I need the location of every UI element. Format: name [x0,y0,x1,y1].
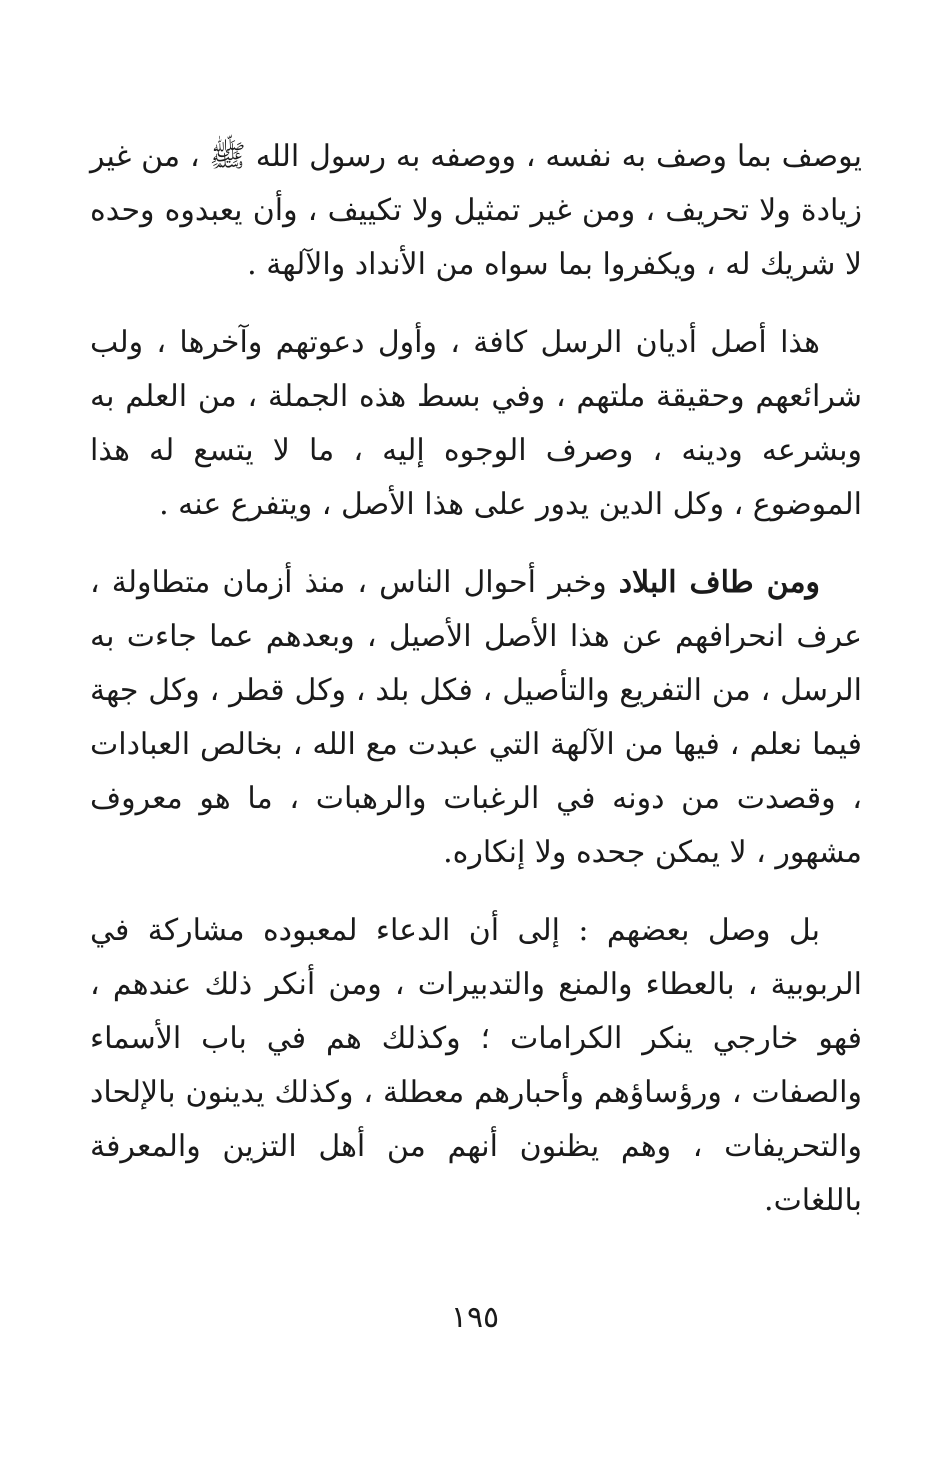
page-body [90,130,862,1252]
page-number: ١٩٥ [450,1300,500,1335]
paragraph-4 [90,904,862,1228]
paragraph-1-text: يوصف بما وصف به نفسه ، ووصفه به رسول الله ﷺ ، من غير زيادة ولا تحريف ، ومن غير تمثيل ولا تكييف ، وأن يعبدوه وحده لا شريك له ، ويكفروا بما سواه من الأنداد والآلهة . [90,139,862,282]
paragraph-2 [90,316,862,532]
paragraph-3-lead: ومن طاف البلاد [618,565,821,600]
paragraph-3 [90,556,862,880]
paragraph-3-text: وخبر أحوال الناس ، منذ أزمان متطاولة ، عرف انحرافهم عن هذا الأصل الأصيل ، وبعدهم عما جاءت به الرسل ، من التفريع والتأصيل ، فكل بلد ، وكل قطر ، وكل جهة فيما نعلم ، فيها من الآلهة التي عبدت مع الله ، بخالص العبادات ، وقصدت من دونه في الرغبات والرهبات ، ما هو معروف مشهور ، لا يمكن جحده ولا إنكاره. [90,565,862,870]
paragraph-1 [90,130,862,292]
paragraph-2-text: هذا أصل أديان الرسل كافة ، وأول دعوتهم وآخرها ، ولب شرائعهم وحقيقة ملتهم ، وفي بسط هذه الجملة ، من العلم به وبشرعه ودينه ، وصرف الوجوه إليه ، ما لا يتسع له هذا الموضوع ، وكل الدين يدور على هذا الأصل ، ويتفرع عنه . [90,325,862,522]
paragraph-4-text: بل وصل بعضهم : إلى أن الدعاء لمعبوده مشاركة في الربوبية ، بالعطاء والمنع والتدبيرات ، ومن أنكر ذلك عندهم ، فهو خارجي ينكر الكرامات ؛ وكذلك هم في باب الأسماء والصفات ، ورؤساؤهم وأحبارهم معطلة ، وكذلك يدينون بالإلحاد والتحريفات ، وهم يظنون أنهم من أهل التزين والمعرفة باللغات. [90,913,862,1218]
